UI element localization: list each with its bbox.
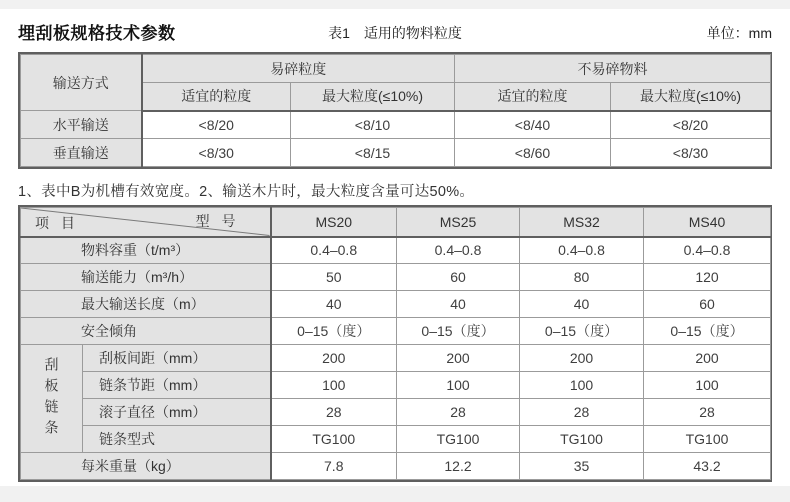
corner-model-label: 型 号: [195, 213, 240, 229]
cell: 100: [520, 372, 644, 399]
table1-subheader: 适宜的粒度: [455, 83, 611, 111]
cell: 60: [397, 264, 520, 291]
model-header-ms40: MS40: [644, 208, 771, 237]
cell: 0–15（度）: [397, 318, 520, 345]
table1-row-vertical: [21, 139, 771, 167]
table1-subheader: 最大粒度(≤10%): [291, 83, 455, 111]
row-label: 最大输送长度（m）: [21, 291, 271, 318]
row-label: 每米重量（kg）: [21, 453, 271, 480]
row-label: 物料容重（t/m³）: [21, 237, 271, 264]
cell: 0.4–0.8: [520, 237, 644, 264]
cell: 0.4–0.8: [644, 237, 771, 264]
cell: 0–15（度）: [644, 318, 771, 345]
table1-subheader: 最大粒度(≤10%): [611, 83, 771, 111]
model-header-ms32: MS32: [520, 208, 644, 237]
table1-header-row-1: [21, 55, 771, 83]
cell: 100: [271, 372, 397, 399]
cell: 80: [520, 264, 644, 291]
cell: 200: [271, 345, 397, 372]
cell: <8/60: [455, 139, 611, 167]
table2-row-roller-diameter: [21, 399, 771, 426]
cell: <8/20: [611, 111, 771, 139]
cell: 28: [271, 399, 397, 426]
granularity-table: [18, 52, 772, 169]
row-label: 安全倾角: [21, 318, 271, 345]
cell: 200: [397, 345, 520, 372]
cell: 200: [644, 345, 771, 372]
table2-row-weight-per-meter: [21, 453, 771, 480]
cell: 43.2: [644, 453, 771, 480]
cell: 35: [520, 453, 644, 480]
cell: 0–15（度）: [520, 318, 644, 345]
cell: 0.4–0.8: [397, 237, 520, 264]
cell: <8/40: [455, 111, 611, 139]
table1-subheader: 适宜的粒度: [142, 83, 291, 111]
unit-label: 单位：mm: [706, 25, 772, 41]
cell: 40: [397, 291, 520, 318]
table1-caption: 表1 适用的物料粒度: [328, 25, 462, 41]
cell: 7.8: [271, 453, 397, 480]
cell: 40: [520, 291, 644, 318]
model-header-ms20: MS20: [271, 208, 397, 237]
cell: TG100: [271, 426, 397, 453]
cell: 120: [644, 264, 771, 291]
corner-item-label: 项 目: [35, 214, 79, 231]
table2-row-capacity: [21, 264, 771, 291]
table1-row-horizontal: [21, 111, 771, 139]
cell: 0–15（度）: [271, 318, 397, 345]
cell: <8/15: [291, 139, 455, 167]
table1-group-fragile: 易碎粒度: [142, 55, 455, 83]
table2-row-safe-angle: [21, 318, 771, 345]
cell: 28: [644, 399, 771, 426]
row-label: 链条型式: [83, 426, 271, 453]
cell: 40: [271, 291, 397, 318]
table2-header-row: [21, 208, 771, 237]
cell: 12.2: [397, 453, 520, 480]
cell: <8/10: [291, 111, 455, 139]
table1-corner-header: 输送方式: [21, 55, 142, 111]
row-label: 链条节距（mm）: [83, 372, 271, 399]
page-title: 埋刮板规格技术参数: [18, 24, 176, 43]
row-label: 垂直输送: [21, 139, 142, 167]
cell: 28: [397, 399, 520, 426]
row-label: 水平输送: [21, 111, 142, 139]
row-label: 刮板间距（mm）: [83, 345, 271, 372]
cell: 100: [644, 372, 771, 399]
cell: <8/30: [142, 139, 291, 167]
footnote: 1、表中B为机槽有效宽度。2、输送木片时，最大粒度含量可达50%。: [18, 184, 475, 200]
cell: 100: [397, 372, 520, 399]
group-label-scraper-chain: [21, 345, 83, 453]
row-label: 滚子直径（mm）: [83, 399, 271, 426]
table2-row-scraper-spacing: [21, 345, 771, 372]
table2-row-chain-type: [21, 426, 771, 453]
bottom-gray-band: [0, 486, 790, 502]
cell: 60: [644, 291, 771, 318]
top-gray-band: [0, 0, 790, 9]
table1-group-nonfragile: 不易碎物料: [455, 55, 771, 83]
cell: TG100: [644, 426, 771, 453]
table2-row-chain-pitch: [21, 372, 771, 399]
cell: 0.4–0.8: [271, 237, 397, 264]
table2-row-max-length: [21, 291, 771, 318]
cell: 50: [271, 264, 397, 291]
cell: TG100: [397, 426, 520, 453]
model-header-ms25: MS25: [397, 208, 520, 237]
cell: 28: [520, 399, 644, 426]
cell: TG100: [520, 426, 644, 453]
cell: <8/30: [611, 139, 771, 167]
cell: <8/20: [142, 111, 291, 139]
group-label-text: 刮板链条: [43, 356, 60, 441]
row-label: 输送能力（m³/h）: [21, 264, 271, 291]
cell: 200: [520, 345, 644, 372]
spec-table: [18, 205, 772, 482]
table2-corner-cell: [21, 208, 271, 237]
table2-row-bulk-density: [21, 237, 771, 264]
